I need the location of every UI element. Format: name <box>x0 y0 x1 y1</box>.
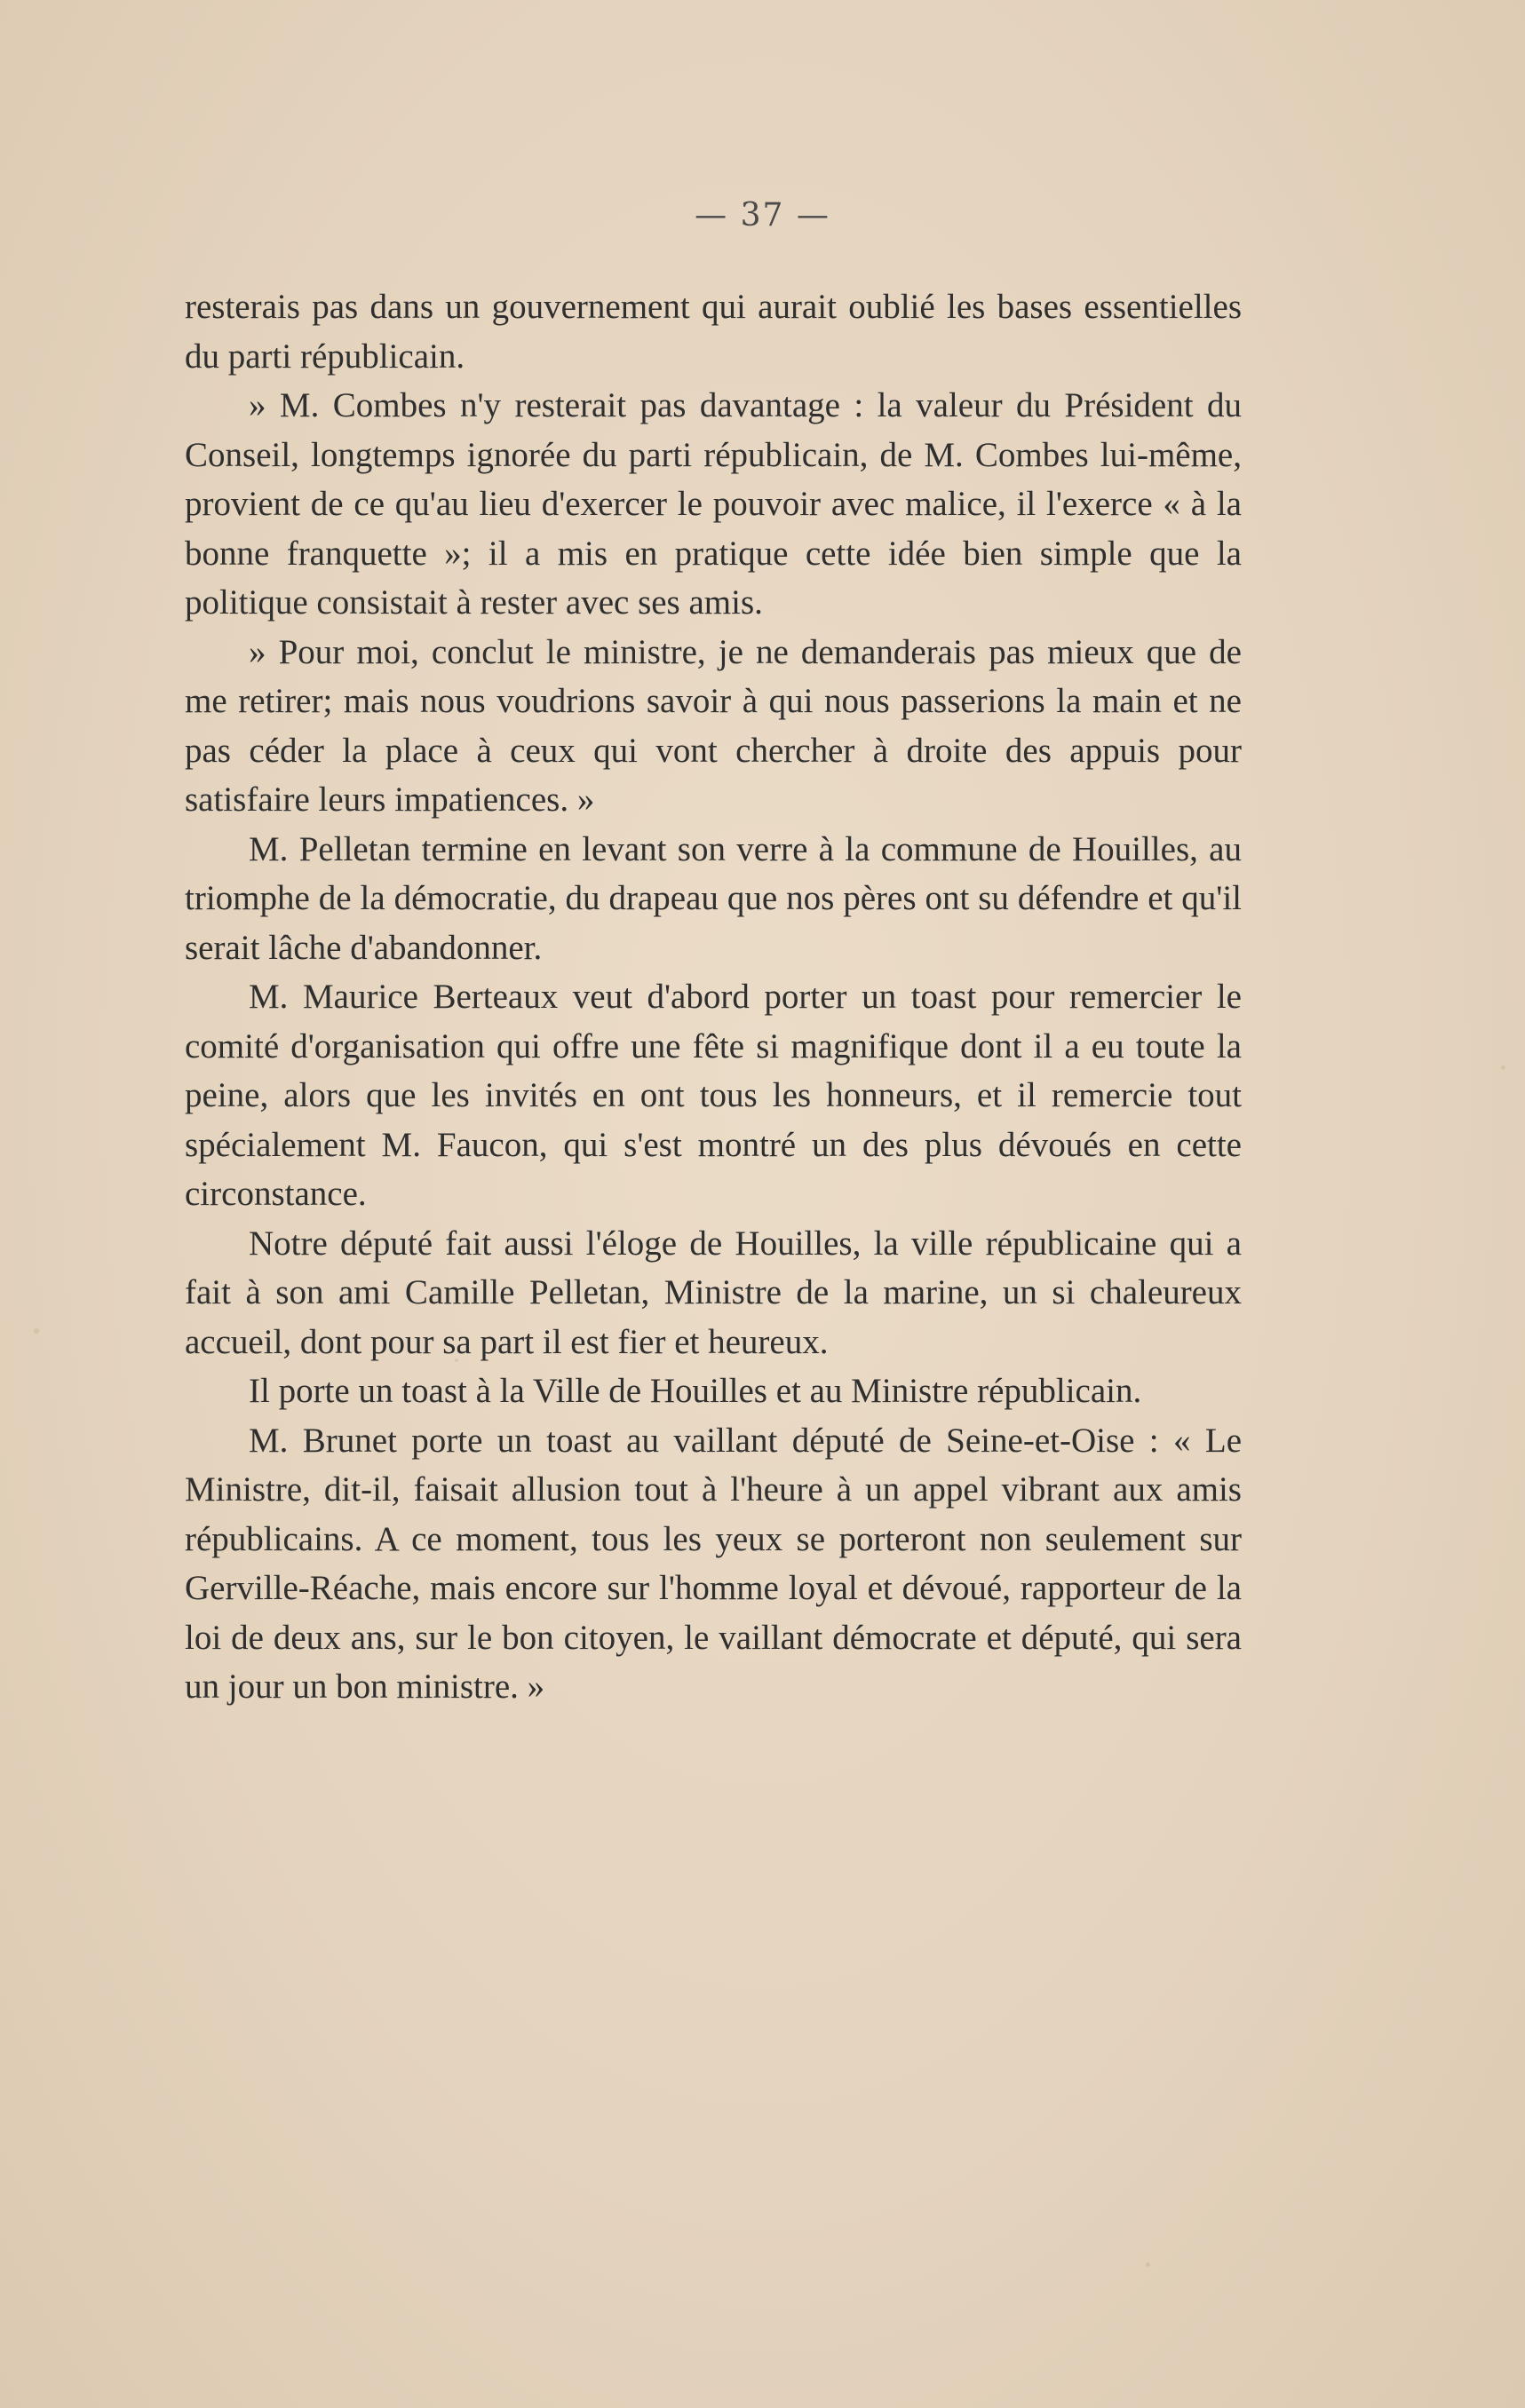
paragraph-7: Il porte un toast à la Ville de Houilles et au Ministre républicain. <box>249 1372 1142 1410</box>
paper-speck <box>1501 1065 1505 1070</box>
page-number: — 37 — <box>695 197 830 234</box>
paragraph-5: M. Maurice Berteaux veut d'abord porter un toast pour remercier le comité d'organisation qui offre une fête si magnifique dont il a eu toute la peine, alors que les invités en ont tous les honneurs, et il remercie tout spécialement M. Faucon, qui s'est montré un des plus dévoués en cette circonstance. <box>185 978 1242 1213</box>
paper-speck <box>455 1358 458 1362</box>
paragraph-8: M. Brunet porte un toast au vaillant député de Seine-et-Oise : « Le Ministre, dit-il, faisait allusion tout à l'heure à un appel vibrant aux amis républicains. A ce moment, tous les yeux se porteront non seulement sur Gerville-Réache, mais encore sur l'homme loyal et dévoué, rapporteur de la loi de deux ans, sur le bon citoyen, le vaillant démocrate et député, qui sera un jour un bon ministre. » <box>185 1421 1242 1706</box>
paragraph-6: Notre député fait aussi l'éloge de Houilles, la ville républicaine qui a fait à son ami Camille Pelletan, Ministre de la marine, un si chaleureux accueil, dont pour sa part il est fier et heureux. <box>185 1224 1242 1361</box>
paper-speck <box>1146 2262 1150 2267</box>
body-text <box>185 282 1242 1712</box>
paragraph-3: » Pour moi, conclut le ministre, je ne demanderais pas mieux que de me retirer; mais nous voudrions savoir à qui nous passerions la main et ne pas céder la place à ceux qui vont chercher à droite des appuis pour satisfaire leurs impatiences. » <box>185 632 1242 819</box>
paragraph-4: M. Pelletan termine en levant son verre à la commune de Houilles, au triomphe de la démocratie, du drapeau que nos pères ont su défendre et qu'il serait lâche d'abandonner. <box>185 829 1242 967</box>
paper-speck <box>34 1328 39 1334</box>
paragraph-1: resterais pas dans un gouvernement qui aurait oublié les bases essentielles du parti républicain. <box>185 288 1242 376</box>
paragraph-2: » M. Combes n'y resterait pas davantage : la valeur du Président du Conseil, longtemps ignorée du parti républicain, de M. Combes lui-même, provient de ce qu'au lieu d'exercer le pouvoir avec malice, il l'exerce « à la bonne franquette »; il a mis en pratique cette idée bien simple que la politique consistait à rester avec ses amis. <box>185 386 1242 622</box>
